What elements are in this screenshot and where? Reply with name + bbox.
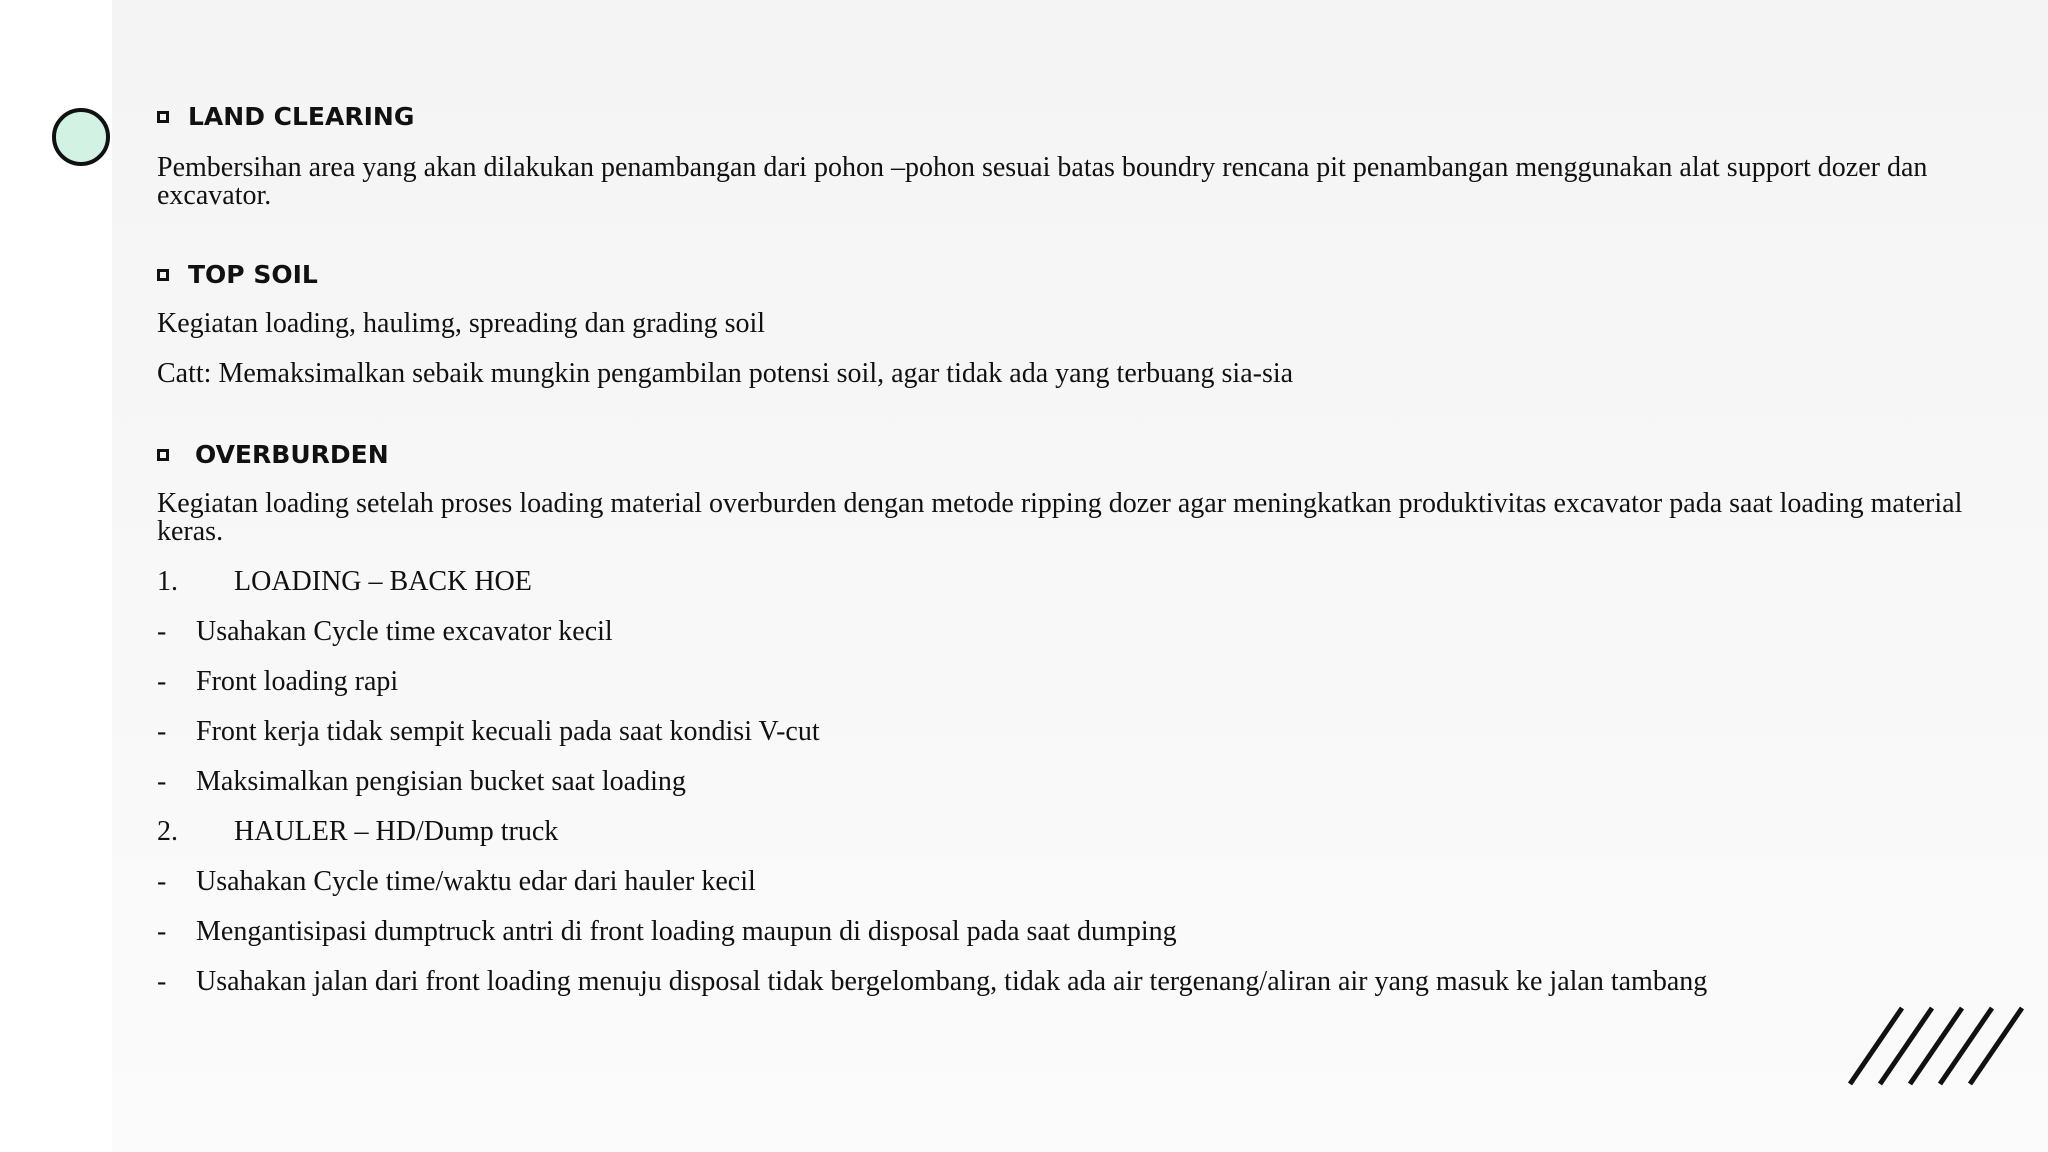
list-item: - Front kerja tidak sempit kecuali pada saat kondisi V-cut <box>157 716 820 747</box>
list-item: - Usahakan Cycle time/waktu edar dari hauler kecil <box>157 866 756 897</box>
top-soil-note: Catt: Memaksimalkan sebaik mungkin pengambilan potensi soil, agar tidak ada yang terbuang sia-sia <box>157 358 1294 389</box>
list-item: - Mengantisipasi dumptruck antri di front loading maupun di disposal pada saat dumping <box>157 916 1177 947</box>
list-item: - Maksimalkan pengisian bucket saat loading <box>157 766 686 797</box>
decorative-circle <box>52 108 110 166</box>
top-soil-line-1: Kegiatan loading, haulimg, spreading dan grading soil <box>157 308 766 339</box>
checkbox-bullet-icon <box>157 111 169 123</box>
list-item: - Usahakan jalan dari front loading menuju disposal tidak bergelombang, tidak ada air tergenang/aliran air yang masuk ke jalan tambang <box>157 966 1708 997</box>
numbered-item-hauler: 2. HAULER – HD/Dump truck <box>157 816 559 847</box>
list-item: - Front loading rapi <box>157 666 399 697</box>
checkbox-bullet-icon <box>157 269 169 281</box>
numbered-item-loading: 1. LOADING – BACK HOE <box>157 566 532 597</box>
land-clearing-description: Pembersihan area yang akan dilakukan penambangan dari pohon –pohon sesuai batas boundry rencana pit penambangan menggunakan alat support dozer dan excavator. <box>157 152 1928 211</box>
heading-top-soil: TOP SOIL <box>157 260 318 290</box>
heading-land-clearing: LAND CLEARING <box>157 102 414 132</box>
hatch-lines-decoration <box>1848 1006 2028 1086</box>
list-item: - Usahakan Cycle time excavator kecil <box>157 616 613 647</box>
overburden-description: Kegiatan loading setelah proses loading material overburden dengan metode ripping dozer agar meningkatkan produktivitas excavator pada saat loading material keras. <box>157 488 1963 547</box>
checkbox-bullet-icon <box>157 449 169 461</box>
heading-overburden: OVERBURDEN <box>157 440 389 470</box>
